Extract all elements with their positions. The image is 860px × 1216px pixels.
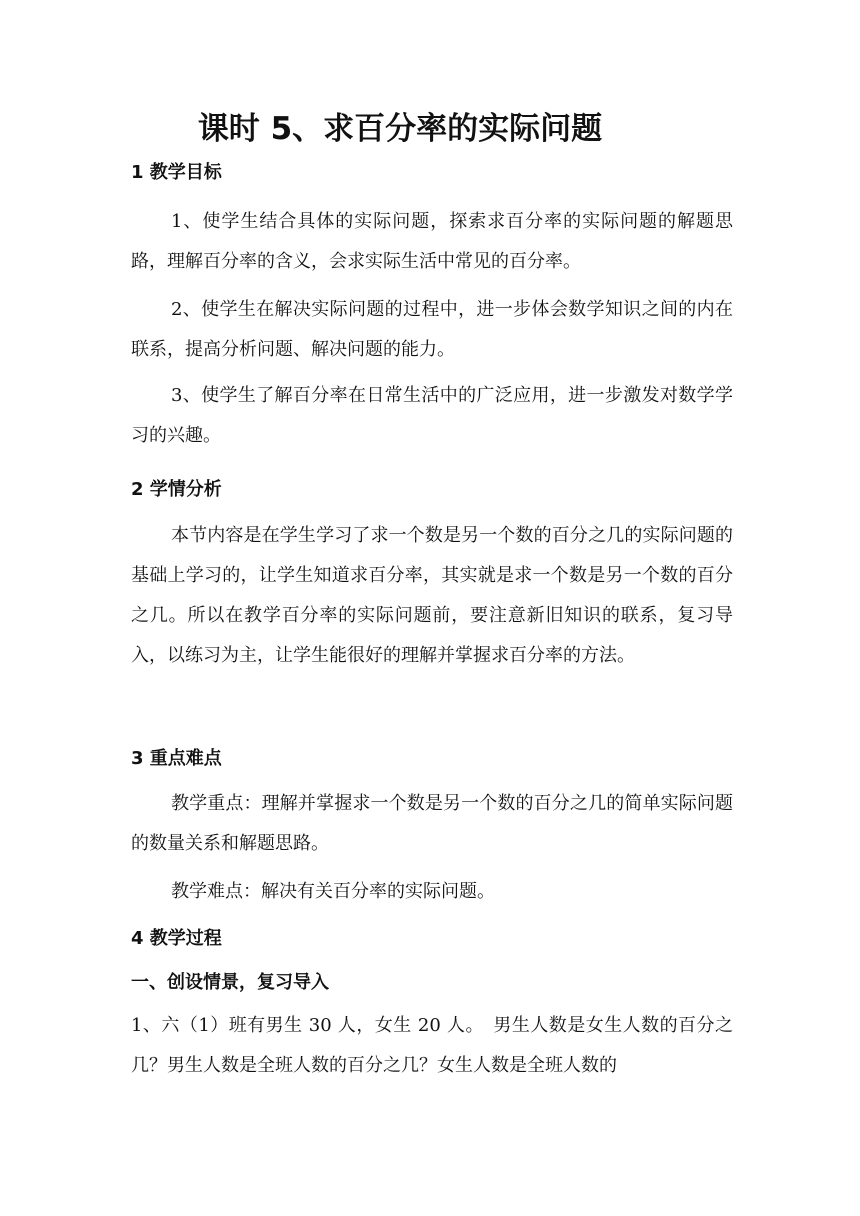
paragraph-student-analysis: 本节内容是在学生学习了求一个数是另一个数的百分之几的实际问题的基础上学习的，让学生知道求百分率，其实就是求一个数是另一个数的百分之几。所以在教学百分率的实际问题前，要注意新旧知识的联系，复习导入，以练习为主，让学生能很好的理解并掌握求百分率的方法。 (131, 525, 733, 666)
subheading-scenario-review: 一、创设情景，复习导入 (131, 972, 329, 993)
section-heading-teaching-process: 4 教学过程 (131, 928, 222, 949)
section-heading-teaching-goals: 1 教学目标 (131, 162, 222, 183)
paragraph-difficult-point: 教学难点：解决有关百分率的实际问题。 (171, 881, 495, 902)
paragraph-goal-2: 2、使学生在解决实际问题的过程中，进一步体会数学知识之间的内在联系，提高分析问题、解决问题的能力。 (131, 299, 733, 360)
paragraph-example-1: 1、六（1）班有男生 30 人，女生 20 人。 男生人数是女生人数的百分之几？男生人数是全班人数的百分之几？女生人数是全班人数的 (131, 1015, 733, 1076)
paragraph-goal-1: 1、使学生结合具体的实际问题，探索求百分率的实际问题的解题思路，理解百分率的含义，会求实际生活中常见的百分率。 (131, 211, 733, 272)
paragraph-goal-3: 3、使学生了解百分率在日常生活中的广泛应用，进一步激发对数学学习的兴趣。 (131, 385, 733, 446)
paragraph-key-point: 教学重点：理解并掌握求一个数是另一个数的百分之几的简单实际问题的数量关系和解题思路。 (131, 793, 733, 854)
section-heading-key-points: 3 重点难点 (131, 748, 222, 769)
section-heading-student-analysis: 2 学情分析 (131, 479, 222, 500)
document-title: 课时 5、求百分率的实际问题 (197, 111, 603, 147)
